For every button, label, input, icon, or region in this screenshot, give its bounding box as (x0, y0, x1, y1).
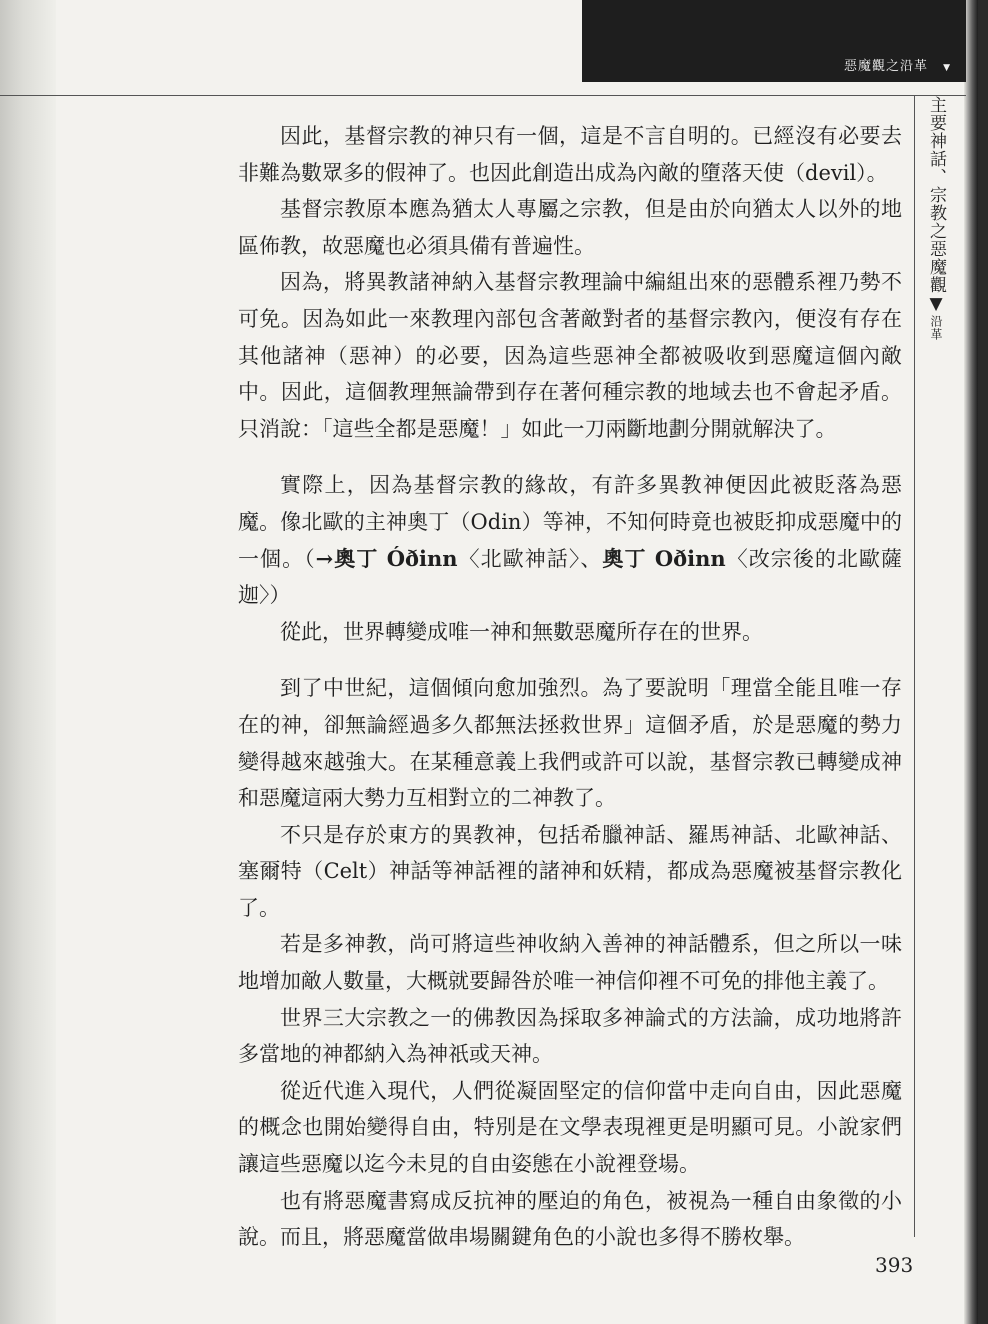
cross-reference: 奧丁 Oðinn (602, 545, 726, 571)
page-edge (964, 0, 978, 1324)
page-gutter (0, 0, 56, 1324)
paragraph: 世界三大宗教之一的佛教因為採取多神論式的方法論，成功地將許多當地的神都納入為神祇或天神。 (238, 1005, 902, 1067)
paragraph: 從此，世界轉變成唯一神和無數惡魔所存在的世界。 (280, 619, 763, 644)
paragraph: 因此，基督宗教的神只有一個，這是不言自明的。已經沒有必要去非難為數眾多的假神了。也因此創造出成為內敵的墮落天使（devil）。 (238, 124, 902, 185)
paragraph: 從近代進入現代，人們從凝固堅定的信仰當中走向自由，因此惡魔的概念也開始變得自由，特別是在文學表現裡更是明顯可見。小說家們讓這些惡魔以迄今未見的自由姿態在小說裡登場。 (238, 1078, 902, 1177)
paragraph-text: 實際上，因為基督宗教的緣故，有許多異教神便因此被貶落為惡魔。像北歐的主神奧丁（Odin）等神，不知何時竟也被貶抑成惡魔中的一個。（ (238, 473, 902, 571)
paragraph: 不只是存於東方的異教神，包括希臘神話、羅馬神話、北歐神話、塞爾特（Celt）神話等神話裡的諸神和妖精，都成為惡魔被基督宗教化了。 (238, 822, 902, 920)
header-rule (0, 95, 966, 96)
paragraph: 也有將惡魔書寫成反抗神的壓迫的角色，被視為一種自由象徵的小說。而且，將惡魔當做串場關鍵角色的小說也多得不勝枚舉。 (238, 1188, 902, 1250)
side-tab-subtitle: 沿革 (929, 315, 943, 341)
page-number: 393 (875, 1253, 914, 1277)
paragraph: 因為，將異教諸神納入基督宗教理論中編組出來的惡體系裡乃勢不可免。因為如此一來教理內部包含著敵對者的基督宗教內，便沒有存在其他諸神（惡神）的必要，因為這些惡神全都被吸收到惡魔這個內敵中。因此，這個教理無論帶到存在著何種宗教的地域去也不會起矛盾。只消說：「這些全都是惡魔！」如此一刀兩斷地劃分開就解決了。 (238, 270, 902, 441)
paragraph-text: 〈改宗後的北歐薩迦〉） (238, 546, 903, 608)
arrow-down-icon: ▼ (943, 63, 950, 73)
body-text (238, 118, 902, 1256)
header-bar (582, 0, 966, 82)
cross-reference: →奧丁 Óðinn (315, 545, 458, 571)
paragraph: 若是多神教，尚可將這些神收納入善神的神話體系，但之所以一味地增加敵人數量，大概就要歸咎於唯一神信仰裡不可免的排他主義了。 (238, 932, 902, 994)
paragraph: 到了中世紀，這個傾向愈加強烈。為了要說明「理當全能且唯一存在的神，卻無論經過多久都無法拯救世界」這個矛盾，於是惡魔的勢力變得越來越強大。在某種意義上我們或許可以說，基督宗教已轉變成神和惡魔這兩大勢力互相對立的二神教了。 (238, 676, 902, 811)
paragraph: 基督宗教原本應為猶太人專屬之宗教，但是由於向猶太人以外的地區佈教，故惡魔也必須具備有普遍性。 (238, 197, 902, 258)
paragraph-text: 〈北歐神話〉、 (457, 546, 603, 571)
paragraph (238, 467, 902, 613)
running-head: 惡魔觀之沿革 (843, 59, 928, 74)
side-rule (914, 95, 915, 1237)
side-tab (920, 96, 948, 341)
side-tab-title: 主要神話、宗教之惡魔觀▼ (926, 96, 946, 315)
